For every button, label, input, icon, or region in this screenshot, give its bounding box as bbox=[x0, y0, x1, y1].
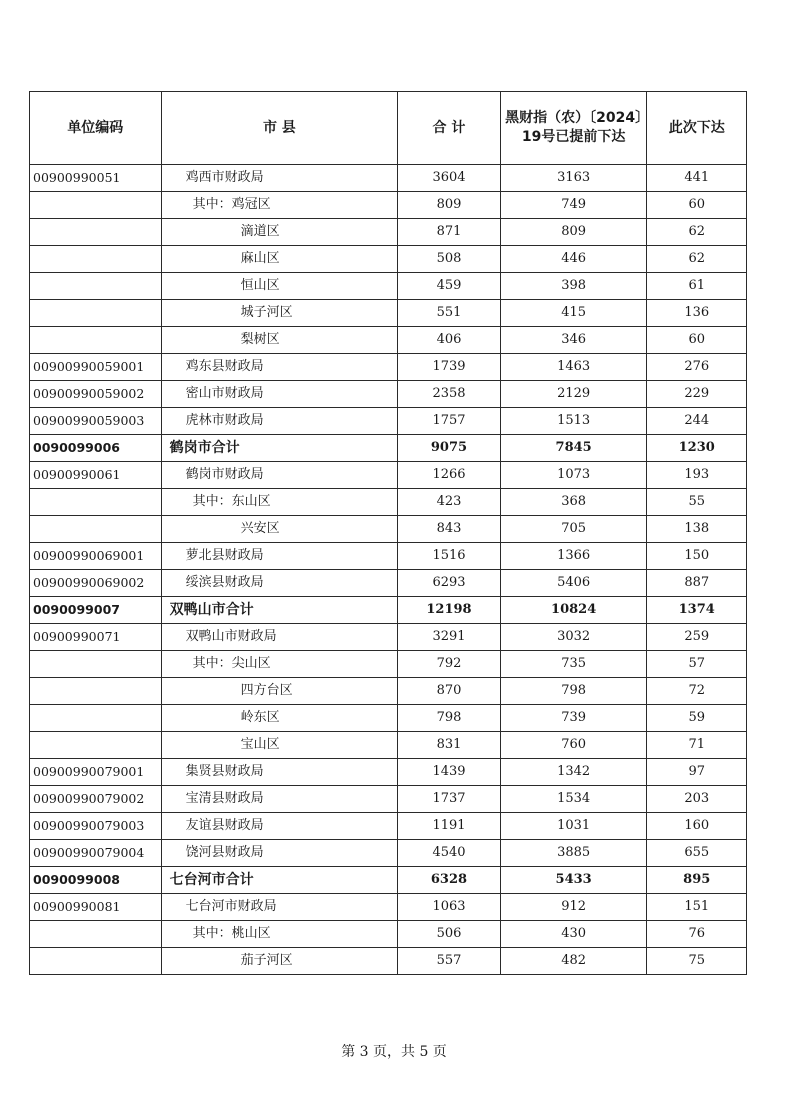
table-row bbox=[30, 219, 747, 246]
unit-code-cell: 00900990051 bbox=[30, 165, 162, 192]
previously-issued-cell: 7845 bbox=[500, 435, 647, 462]
current-issue-cell: 1230 bbox=[647, 435, 747, 462]
table-row bbox=[30, 273, 747, 300]
city-county-cell: 岭东区 bbox=[161, 705, 398, 732]
total-cell: 3604 bbox=[398, 165, 501, 192]
unit-code-cell: 00900990079004 bbox=[30, 840, 162, 867]
total-cell: 1191 bbox=[398, 813, 501, 840]
table-row bbox=[30, 489, 747, 516]
current-issue-cell: 150 bbox=[647, 543, 747, 570]
table-row bbox=[30, 732, 747, 759]
page-number: 第 3 页，共 5 页 bbox=[341, 1044, 447, 1060]
previously-issued-cell: 346 bbox=[500, 327, 647, 354]
unit-code-cell bbox=[30, 651, 162, 678]
total-cell: 557 bbox=[398, 948, 501, 975]
unit-code-cell bbox=[30, 327, 162, 354]
previously-issued-cell: 3163 bbox=[500, 165, 647, 192]
header-current-issue: 此次下达 bbox=[647, 92, 747, 165]
unit-code-cell bbox=[30, 273, 162, 300]
unit-code-cell bbox=[30, 246, 162, 273]
total-cell: 1516 bbox=[398, 543, 501, 570]
previously-issued-cell: 446 bbox=[500, 246, 647, 273]
city-county-cell: 梨树区 bbox=[161, 327, 398, 354]
unit-code-cell bbox=[30, 732, 162, 759]
table-row bbox=[30, 921, 747, 948]
current-issue-cell: 62 bbox=[647, 246, 747, 273]
current-issue-cell: 60 bbox=[647, 327, 747, 354]
unit-code-cell: 00900990061 bbox=[30, 462, 162, 489]
table-row bbox=[30, 705, 747, 732]
current-issue-cell: 441 bbox=[647, 165, 747, 192]
unit-code-cell bbox=[30, 921, 162, 948]
table-row bbox=[30, 381, 747, 408]
total-cell: 6328 bbox=[398, 867, 501, 894]
current-issue-cell: 259 bbox=[647, 624, 747, 651]
current-issue-cell: 61 bbox=[647, 273, 747, 300]
previously-issued-cell: 2129 bbox=[500, 381, 647, 408]
current-issue-cell: 76 bbox=[647, 921, 747, 948]
table-row bbox=[30, 894, 747, 921]
unit-code-cell bbox=[30, 678, 162, 705]
current-issue-cell: 60 bbox=[647, 192, 747, 219]
table-row bbox=[30, 759, 747, 786]
total-cell: 871 bbox=[398, 219, 501, 246]
city-county-cell: 饶河县财政局 bbox=[161, 840, 398, 867]
previously-issued-cell: 10824 bbox=[500, 597, 647, 624]
subtotal-row bbox=[30, 435, 747, 462]
total-cell: 798 bbox=[398, 705, 501, 732]
total-cell: 3291 bbox=[398, 624, 501, 651]
unit-code-cell bbox=[30, 705, 162, 732]
subtotal-row bbox=[30, 597, 747, 624]
table-row bbox=[30, 786, 747, 813]
unit-code-cell bbox=[30, 192, 162, 219]
table-row bbox=[30, 516, 747, 543]
city-county-cell: 其中：鸡冠区 bbox=[161, 192, 398, 219]
previously-issued-cell: 1073 bbox=[500, 462, 647, 489]
table-row bbox=[30, 354, 747, 381]
city-county-cell: 七台河市财政局 bbox=[161, 894, 398, 921]
previously-issued-cell: 749 bbox=[500, 192, 647, 219]
previously-issued-cell: 3032 bbox=[500, 624, 647, 651]
city-county-cell: 萝北县财政局 bbox=[161, 543, 398, 570]
unit-code-cell: 00900990081 bbox=[30, 894, 162, 921]
city-county-cell: 四方台区 bbox=[161, 678, 398, 705]
current-issue-cell: 895 bbox=[647, 867, 747, 894]
table-row bbox=[30, 327, 747, 354]
city-county-cell: 双鸭山市财政局 bbox=[161, 624, 398, 651]
unit-code-cell: 00900990069001 bbox=[30, 543, 162, 570]
previously-issued-cell: 1031 bbox=[500, 813, 647, 840]
unit-code-cell bbox=[30, 489, 162, 516]
total-cell: 459 bbox=[398, 273, 501, 300]
header-total: 合 计 bbox=[398, 92, 501, 165]
previously-issued-cell: 760 bbox=[500, 732, 647, 759]
current-issue-cell: 62 bbox=[647, 219, 747, 246]
total-cell: 1439 bbox=[398, 759, 501, 786]
previously-issued-cell: 912 bbox=[500, 894, 647, 921]
previously-issued-cell: 1463 bbox=[500, 354, 647, 381]
total-cell: 792 bbox=[398, 651, 501, 678]
total-cell: 1757 bbox=[398, 408, 501, 435]
current-issue-cell: 887 bbox=[647, 570, 747, 597]
city-county-cell: 茄子河区 bbox=[161, 948, 398, 975]
total-cell: 506 bbox=[398, 921, 501, 948]
total-cell: 508 bbox=[398, 246, 501, 273]
current-issue-cell: 136 bbox=[647, 300, 747, 327]
total-cell: 6293 bbox=[398, 570, 501, 597]
total-cell: 9075 bbox=[398, 435, 501, 462]
total-cell: 423 bbox=[398, 489, 501, 516]
header-previously-issued: 黑财指（农）〔2024〕19号已提前下达 bbox=[500, 92, 647, 165]
current-issue-cell: 276 bbox=[647, 354, 747, 381]
unit-code-cell: 00900990079003 bbox=[30, 813, 162, 840]
unit-code-cell: 00900990079002 bbox=[30, 786, 162, 813]
previously-issued-cell: 1342 bbox=[500, 759, 647, 786]
unit-code-cell: 00900990071 bbox=[30, 624, 162, 651]
total-cell: 2358 bbox=[398, 381, 501, 408]
table-row bbox=[30, 948, 747, 975]
previously-issued-cell: 1366 bbox=[500, 543, 647, 570]
total-cell: 1739 bbox=[398, 354, 501, 381]
city-county-cell: 宝山区 bbox=[161, 732, 398, 759]
city-county-cell: 鸡西市财政局 bbox=[161, 165, 398, 192]
total-cell: 12198 bbox=[398, 597, 501, 624]
table-row bbox=[30, 651, 747, 678]
current-issue-cell: 244 bbox=[647, 408, 747, 435]
city-county-cell: 其中：桃山区 bbox=[161, 921, 398, 948]
city-county-cell: 鹤岗市财政局 bbox=[161, 462, 398, 489]
table-row bbox=[30, 462, 747, 489]
total-cell: 1266 bbox=[398, 462, 501, 489]
previously-issued-cell: 398 bbox=[500, 273, 647, 300]
table-row bbox=[30, 300, 747, 327]
unit-code-cell bbox=[30, 516, 162, 543]
table-row bbox=[30, 192, 747, 219]
total-cell: 4540 bbox=[398, 840, 501, 867]
city-county-cell: 双鸭山市合计 bbox=[161, 597, 398, 624]
unit-code-cell bbox=[30, 300, 162, 327]
header-unit-code: 单位编码 bbox=[30, 92, 162, 165]
unit-code-cell: 00900990079001 bbox=[30, 759, 162, 786]
table-row bbox=[30, 246, 747, 273]
city-county-cell: 城子河区 bbox=[161, 300, 398, 327]
city-county-cell: 绥滨县财政局 bbox=[161, 570, 398, 597]
current-issue-cell: 160 bbox=[647, 813, 747, 840]
city-county-cell: 鹤岗市合计 bbox=[161, 435, 398, 462]
unit-code-cell: 0090099008 bbox=[30, 867, 162, 894]
total-cell: 1063 bbox=[398, 894, 501, 921]
previously-issued-cell: 368 bbox=[500, 489, 647, 516]
current-issue-cell: 97 bbox=[647, 759, 747, 786]
current-issue-cell: 1374 bbox=[647, 597, 747, 624]
previously-issued-cell: 5406 bbox=[500, 570, 647, 597]
current-issue-cell: 193 bbox=[647, 462, 747, 489]
previously-issued-cell: 705 bbox=[500, 516, 647, 543]
city-county-cell: 兴安区 bbox=[161, 516, 398, 543]
previously-issued-cell: 3885 bbox=[500, 840, 647, 867]
previously-issued-cell: 735 bbox=[500, 651, 647, 678]
current-issue-cell: 59 bbox=[647, 705, 747, 732]
city-county-cell: 恒山区 bbox=[161, 273, 398, 300]
unit-code-cell: 0090099007 bbox=[30, 597, 162, 624]
previously-issued-cell: 5433 bbox=[500, 867, 647, 894]
city-county-cell: 友谊县财政局 bbox=[161, 813, 398, 840]
current-issue-cell: 55 bbox=[647, 489, 747, 516]
total-cell: 809 bbox=[398, 192, 501, 219]
city-county-cell: 七台河市合计 bbox=[161, 867, 398, 894]
subtotal-row bbox=[30, 867, 747, 894]
table-row bbox=[30, 165, 747, 192]
current-issue-cell: 203 bbox=[647, 786, 747, 813]
current-issue-cell: 151 bbox=[647, 894, 747, 921]
table-header-row bbox=[30, 92, 747, 165]
table-row bbox=[30, 624, 747, 651]
city-county-cell: 麻山区 bbox=[161, 246, 398, 273]
total-cell: 551 bbox=[398, 300, 501, 327]
city-county-cell: 虎林市财政局 bbox=[161, 408, 398, 435]
city-county-cell: 滴道区 bbox=[161, 219, 398, 246]
previously-issued-cell: 430 bbox=[500, 921, 647, 948]
current-issue-cell: 72 bbox=[647, 678, 747, 705]
total-cell: 831 bbox=[398, 732, 501, 759]
city-county-cell: 宝清县财政局 bbox=[161, 786, 398, 813]
city-county-cell: 集贤县财政局 bbox=[161, 759, 398, 786]
current-issue-cell: 655 bbox=[647, 840, 747, 867]
previously-issued-cell: 798 bbox=[500, 678, 647, 705]
unit-code-cell: 0090099006 bbox=[30, 435, 162, 462]
unit-code-cell bbox=[30, 219, 162, 246]
current-issue-cell: 229 bbox=[647, 381, 747, 408]
total-cell: 870 bbox=[398, 678, 501, 705]
table-row bbox=[30, 813, 747, 840]
previously-issued-cell: 482 bbox=[500, 948, 647, 975]
city-county-cell: 鸡东县财政局 bbox=[161, 354, 398, 381]
unit-code-cell: 00900990059001 bbox=[30, 354, 162, 381]
unit-code-cell bbox=[30, 948, 162, 975]
header-city-county: 市 县 bbox=[161, 92, 398, 165]
total-cell: 406 bbox=[398, 327, 501, 354]
current-issue-cell: 75 bbox=[647, 948, 747, 975]
unit-code-cell: 00900990059002 bbox=[30, 381, 162, 408]
previously-issued-cell: 809 bbox=[500, 219, 647, 246]
table-row bbox=[30, 678, 747, 705]
total-cell: 843 bbox=[398, 516, 501, 543]
allocation-table bbox=[29, 91, 747, 975]
current-issue-cell: 138 bbox=[647, 516, 747, 543]
current-issue-cell: 71 bbox=[647, 732, 747, 759]
table-body bbox=[30, 165, 747, 975]
total-cell: 1737 bbox=[398, 786, 501, 813]
city-county-cell: 其中：东山区 bbox=[161, 489, 398, 516]
previously-issued-cell: 415 bbox=[500, 300, 647, 327]
city-county-cell: 其中：尖山区 bbox=[161, 651, 398, 678]
table-row bbox=[30, 570, 747, 597]
unit-code-cell: 00900990069002 bbox=[30, 570, 162, 597]
city-county-cell: 密山市财政局 bbox=[161, 381, 398, 408]
previously-issued-cell: 739 bbox=[500, 705, 647, 732]
previously-issued-cell: 1534 bbox=[500, 786, 647, 813]
current-issue-cell: 57 bbox=[647, 651, 747, 678]
previously-issued-cell: 1513 bbox=[500, 408, 647, 435]
table-row bbox=[30, 543, 747, 570]
table-row bbox=[30, 408, 747, 435]
unit-code-cell: 00900990059003 bbox=[30, 408, 162, 435]
table-row bbox=[30, 840, 747, 867]
